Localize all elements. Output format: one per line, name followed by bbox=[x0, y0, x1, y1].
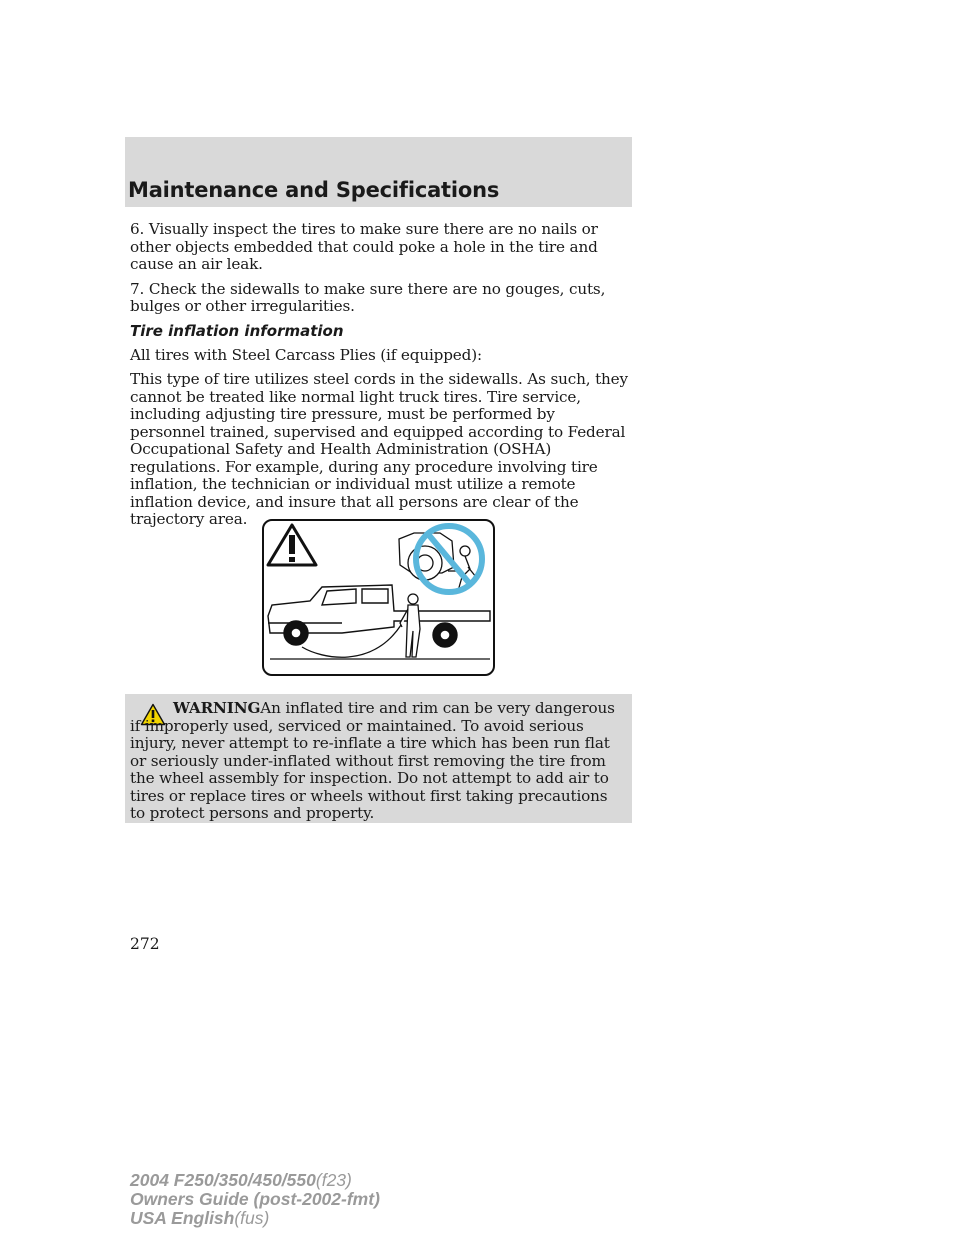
tire-inflation-illustration bbox=[262, 519, 495, 676]
section-title: Maintenance and Specifications bbox=[128, 178, 500, 202]
footer-model: 2004 F250/350/450/550 bbox=[130, 1170, 316, 1190]
footer-model-line bbox=[130, 1171, 380, 1190]
paragraph-steel-intro: All tires with Steel Carcass Plies (if equipped): bbox=[130, 345, 482, 364]
paragraph-steel-text: This type of tire utilizes steel cords in the sidewalls. As such, they cannot be treated like normal light truck tires. Tire service, including adjusting tire pressure, must be performed by personnel trained, supervised and equipped according to Federal Occupational Safety and Health Administration (OSHA) regulations. For example, during any procedure involving tire inflation, the technician or individual must utilize a remote inflation device, and insure that all persons are clear of the trajectory area. bbox=[130, 370, 628, 528]
document-footer bbox=[130, 1171, 380, 1228]
body-content bbox=[130, 221, 632, 536]
page-number: 272 bbox=[130, 935, 160, 953]
subheading-tire-inflation: Tire inflation information bbox=[130, 321, 344, 340]
warning-text bbox=[130, 700, 626, 823]
footer-language-line bbox=[130, 1209, 380, 1228]
warning-body: An inflated tire and rim can be very dangerous if improperly used, serviced or maintained. To avoid serious injury, never attempt to re-inflate a tire which has been run flat or seriously under-inflated without first removing the tire from the wheel assembly for inspection. Do not attempt to add air to tires or replace tires or wheels without first taking precautions to protect persons and property. bbox=[130, 699, 615, 822]
paragraph-item-7: 7. Check the sidewalls to make sure there are no gouges, cuts, bulges or other irregularities. bbox=[130, 279, 606, 315]
footer-language: USA English bbox=[130, 1208, 235, 1228]
footer-guide-line: Owners Guide (post-2002-fmt) bbox=[130, 1189, 380, 1209]
footer-language-code: (fus) bbox=[234, 1208, 270, 1228]
paragraph-item-6: 6. Visually inspect the tires to make sure there are no nails or other objects embedded that could poke a hole in the tire and cause an air leak. bbox=[130, 220, 598, 273]
footer-model-code: (f23) bbox=[315, 1170, 352, 1190]
warning-label: WARNING bbox=[173, 699, 261, 717]
